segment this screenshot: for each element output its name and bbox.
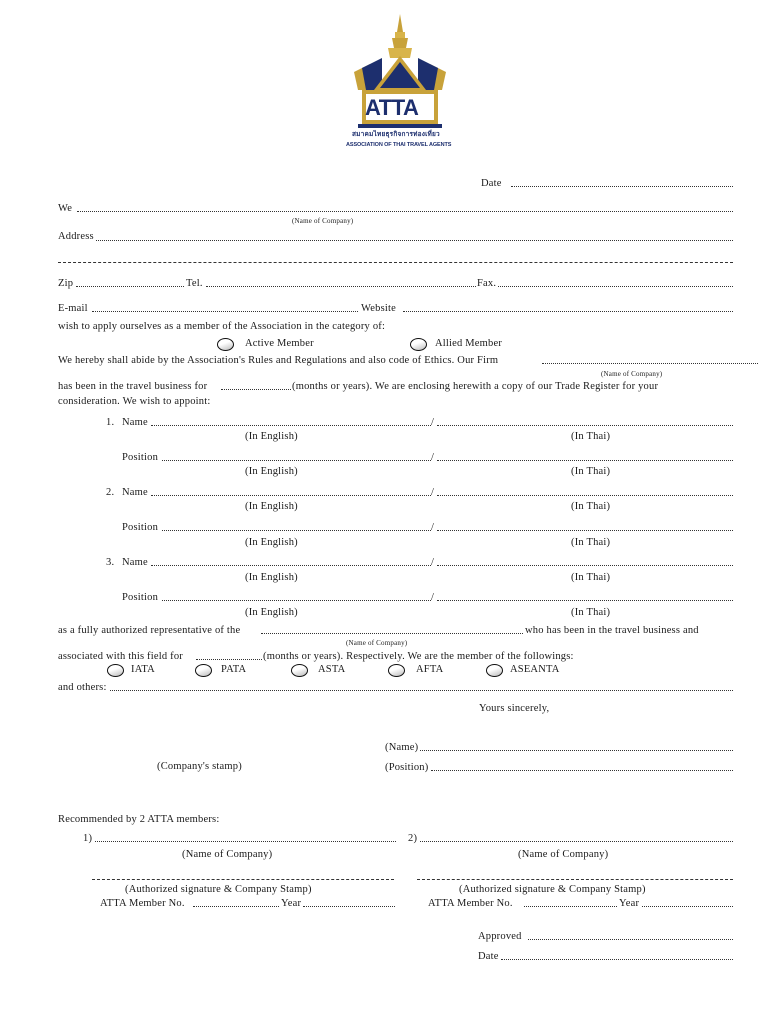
appointee-3-name-th-field[interactable] — [437, 565, 733, 566]
abide-text: We hereby shall abide by the Association's Rules and Regulations and also code of Ethics. Our Firm — [58, 355, 499, 366]
afta-label: AFTA — [416, 664, 444, 675]
in-thai-label: (In Thai) — [571, 431, 611, 442]
recommend-1-member-no-field[interactable] — [193, 906, 279, 907]
associated-suffix: (months or years). Respectively. We are the member of the followings: — [263, 651, 574, 662]
pata-radio[interactable] — [195, 664, 212, 677]
logo-english-text: ASSOCIATION OF THAI TRAVEL AGENTS — [346, 142, 452, 148]
pata-label: PATA — [221, 664, 247, 675]
recommend-1-company-label: (Name of Company) — [182, 849, 273, 860]
appointee-2-position-en-field[interactable] — [162, 530, 431, 531]
fax-label: Fax. — [477, 278, 497, 289]
appointee-2-position-label: Position — [122, 522, 159, 533]
address-label: Address — [58, 231, 94, 242]
representative-company-field[interactable] — [261, 633, 523, 634]
firm-name-hint: (Name of Company) — [601, 370, 663, 378]
recommend-1-member-no-label: ATTA Member No. — [100, 898, 185, 909]
allied-member-label: Allied Member — [435, 338, 503, 349]
representative-company-hint: (Name of Company) — [346, 639, 408, 647]
recommend-1-signature-label: (Authorized signature & Company Stamp) — [125, 884, 312, 895]
website-field[interactable] — [403, 311, 733, 312]
company-name-field[interactable] — [77, 211, 733, 212]
address-field[interactable] — [96, 240, 733, 241]
closing-name-label: (Name) — [385, 742, 419, 753]
appointee-1-position-th-field[interactable] — [437, 460, 733, 461]
appointee-1-name-label: Name — [122, 417, 148, 428]
aseanta-label: ASEANTA — [510, 664, 560, 675]
category-intro: wish to apply ourselves as a member of the Association in the category of: — [58, 321, 386, 332]
allied-member-radio[interactable] — [410, 338, 427, 351]
aseanta-radio[interactable] — [486, 664, 503, 677]
tel-field[interactable] — [206, 286, 476, 287]
slash: / — [431, 557, 435, 568]
in-english-label: (In English) — [245, 431, 298, 442]
appointee-1-number: 1. — [106, 417, 115, 428]
in-thai-label: (In Thai) — [571, 466, 611, 477]
in-english-label: (In English) — [245, 572, 298, 583]
firm-name-field[interactable] — [542, 363, 758, 364]
in-thai-label: (In Thai) — [571, 537, 611, 548]
date-label: Date — [481, 178, 502, 189]
recommend-1-signature-line[interactable] — [92, 879, 394, 880]
appointee-3-name-en-field[interactable] — [151, 565, 431, 566]
iata-label: IATA — [131, 664, 155, 675]
website-label: Website — [361, 303, 396, 314]
in-english-label: (In English) — [245, 466, 298, 477]
recommend-title: Recommended by 2 ATTA members: — [58, 814, 220, 825]
recommend-1-company-field[interactable] — [95, 841, 396, 842]
appointee-3-position-label: Position — [122, 592, 159, 603]
associated-prefix: associated with this field for — [58, 651, 183, 662]
appointee-2-name-label: Name — [122, 487, 148, 498]
recommend-2-year-field[interactable] — [642, 906, 733, 907]
zip-label: Zip — [58, 278, 74, 289]
recommend-1-year-label: Year — [281, 898, 302, 909]
we-label: We — [58, 203, 73, 214]
recommend-1-number: 1) — [83, 833, 93, 844]
fax-field[interactable] — [498, 286, 733, 287]
closing-position-field[interactable] — [431, 770, 733, 771]
in-thai-label: (In Thai) — [571, 501, 611, 512]
appointee-1-name-en-field[interactable] — [151, 425, 431, 426]
business-prefix: has been in the travel business for — [58, 381, 208, 392]
approved-label: Approved — [478, 931, 522, 942]
afta-radio[interactable] — [388, 664, 405, 677]
representative-suffix: who has been in the travel business and — [525, 625, 699, 636]
others-field[interactable] — [110, 690, 733, 691]
logo-text: ATTA — [365, 95, 419, 120]
appointee-2-name-en-field[interactable] — [151, 495, 431, 496]
appointee-1-position-label: Position — [122, 452, 159, 463]
company-name-hint: (Name of Company) — [292, 217, 354, 225]
recommend-2-member-no-field[interactable] — [524, 906, 617, 907]
iata-radio[interactable] — [107, 664, 124, 677]
associated-duration-field[interactable] — [196, 659, 262, 660]
appointee-2-position-th-field[interactable] — [437, 530, 733, 531]
in-thai-label: (In Thai) — [571, 572, 611, 583]
yours-sincerely: Yours sincerely, — [479, 703, 550, 714]
consideration-text: consideration. We wish to appoint: — [58, 396, 211, 407]
business-duration-field[interactable] — [221, 389, 291, 390]
business-suffix: (months or years). We are enclosing herewith a copy of our Trade Register for your — [292, 381, 659, 392]
recommend-2-signature-line[interactable] — [417, 879, 733, 880]
active-member-label: Active Member — [245, 338, 314, 349]
slash: / — [431, 452, 435, 463]
in-english-label: (In English) — [245, 501, 298, 512]
appointee-2-number: 2. — [106, 487, 115, 498]
tel-label: Tel. — [186, 278, 203, 289]
in-thai-label: (In Thai) — [571, 607, 611, 618]
closing-position-label: (Position) — [385, 762, 429, 773]
approved-field[interactable] — [528, 939, 733, 940]
asta-radio[interactable] — [291, 664, 308, 677]
appointee-3-position-th-field[interactable] — [437, 600, 733, 601]
recommend-1-year-field[interactable] — [303, 906, 395, 907]
slash: / — [431, 487, 435, 498]
appointee-1-position-en-field[interactable] — [162, 460, 431, 461]
recommend-2-company-label: (Name of Company) — [518, 849, 609, 860]
asta-label: ASTA — [318, 664, 346, 675]
recommend-2-number: 2) — [408, 833, 418, 844]
appointee-2-name-th-field[interactable] — [437, 495, 733, 496]
in-english-label: (In English) — [245, 607, 298, 618]
approval-date-field[interactable] — [501, 959, 733, 960]
logo-thai-text: สมาคมไทยธุรกิจการท่องเที่ยว — [352, 130, 440, 138]
email-field[interactable] — [92, 311, 358, 312]
recommend-2-year-label: Year — [619, 898, 640, 909]
recommend-2-signature-label: (Authorized signature & Company Stamp) — [459, 884, 646, 895]
slash: / — [431, 592, 435, 603]
in-english-label: (In English) — [245, 537, 298, 548]
slash: / — [431, 522, 435, 533]
company-stamp-label: (Company's stamp) — [157, 761, 242, 772]
appointee-3-position-en-field[interactable] — [162, 600, 431, 601]
date-field[interactable] — [511, 186, 733, 187]
address-line-2[interactable] — [58, 262, 733, 263]
slash: / — [431, 417, 435, 428]
approval-date-label: Date — [478, 951, 499, 962]
active-member-radio[interactable] — [217, 338, 234, 351]
atta-logo — [340, 12, 460, 162]
recommend-2-company-field[interactable] — [420, 841, 733, 842]
email-label: E-mail — [58, 303, 88, 314]
closing-name-field[interactable] — [420, 750, 733, 751]
representative-prefix: as a fully authorized representative of the — [58, 625, 241, 636]
appointee-1-name-th-field[interactable] — [437, 425, 733, 426]
zip-field[interactable] — [76, 286, 184, 287]
recommend-2-member-no-label: ATTA Member No. — [428, 898, 513, 909]
others-label: and others: — [58, 682, 107, 693]
appointee-3-name-label: Name — [122, 557, 148, 568]
appointee-3-number: 3. — [106, 557, 115, 568]
